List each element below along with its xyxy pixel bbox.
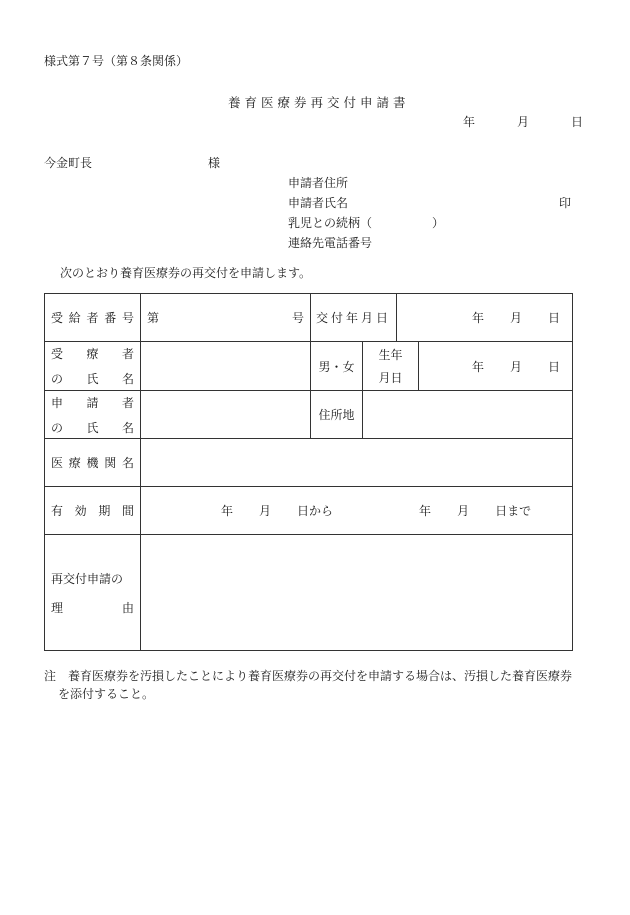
- birth-date-label: 生年 月日: [363, 342, 419, 391]
- date-day: 日: [571, 115, 584, 129]
- reason-field[interactable]: [141, 535, 573, 651]
- date-year: 年: [463, 115, 476, 129]
- applicant-name-label: 申 請 者 の 氏 名: [45, 391, 141, 439]
- applicant-address-label: 申請者住所: [288, 176, 349, 190]
- applicant-row: [45, 391, 573, 439]
- institution-field[interactable]: [141, 439, 573, 487]
- honorific: 様: [208, 156, 221, 170]
- validity-field[interactable]: 年 月 日から 年 月 日まで: [141, 487, 573, 535]
- validity-label: 有 効 期 間: [45, 487, 141, 535]
- recipient-number-field[interactable]: 第 号: [141, 294, 311, 342]
- birth-date-field[interactable]: 年 月 日: [419, 342, 573, 391]
- recipient-number-row: [45, 294, 573, 342]
- reason-label: 再交付申請の 理 由: [45, 535, 141, 651]
- institution-label: 医 療 機 関 名: [45, 439, 141, 487]
- patient-row: [45, 342, 573, 391]
- issue-date-field[interactable]: 年 月 日: [397, 294, 573, 342]
- applicant-name-field[interactable]: [141, 391, 311, 439]
- issue-date-label: 交付年月日: [311, 294, 397, 342]
- note-line-1: 注 養育医療券を汚損したことにより養育医療券の再交付を申請する場合は、汚損した養育医療券: [44, 669, 573, 683]
- seal-mark: 印: [559, 196, 572, 210]
- form-title: 養育医療券再交付申請書: [228, 95, 410, 110]
- intro-text: 次のとおり養育医療券の再交付を申請します。: [60, 266, 312, 280]
- addressee: 今金町長: [44, 156, 93, 170]
- gender-field[interactable]: 男・女: [311, 342, 363, 391]
- address-label: 住所地: [311, 391, 363, 439]
- recipient-number-label: 受 給 者 番 号: [45, 294, 141, 342]
- date-month: 月: [517, 115, 530, 129]
- phone-label: 連絡先電話番号: [288, 236, 373, 250]
- form-number: 様式第７号（第８条関係）: [44, 54, 189, 68]
- relation-label: 乳児との続柄（ ）: [288, 216, 445, 230]
- note-line-2: を添付すること。: [58, 687, 155, 701]
- validity-row: [45, 487, 573, 535]
- applicant-name-label: 申請者氏名: [288, 196, 349, 210]
- reason-row: [45, 535, 573, 651]
- application-table: [44, 293, 573, 651]
- address-field[interactable]: [363, 391, 573, 439]
- patient-name-label: 受 療 者 の 氏 名: [45, 342, 141, 391]
- institution-row: [45, 439, 573, 487]
- patient-name-field[interactable]: [141, 342, 311, 391]
